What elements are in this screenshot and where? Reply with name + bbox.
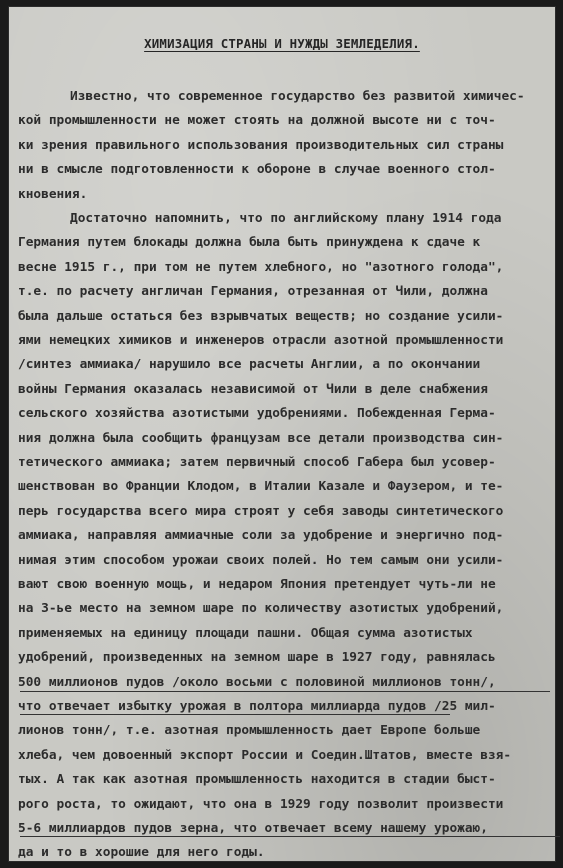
text-line: 500 миллионов пудов /около восьми с половиной миллионов тонн/, (18, 674, 496, 690)
text-line: Германия путем блокады должна была быть принуждена к сдаче к (18, 235, 481, 251)
handwritten-underline (20, 836, 560, 837)
text-line: ки зрения правильного использования производительных сил страны (18, 137, 504, 153)
document-page (8, 6, 556, 862)
handwritten-underline (20, 714, 450, 715)
text-line: кновения. (18, 186, 88, 202)
text-line: т.е. по расчету англичан Германия, отрезанная от Чили, должна (18, 284, 488, 300)
text-line: хлеба, чем довоенный экспорт России и Соедин.Штатов, вместе взя- (18, 747, 512, 763)
text-line: да и то в хорошие для него годы. (18, 845, 265, 861)
text-line: нимая этим способом урожаи своих полей. Но тем самым они усили- (18, 552, 504, 568)
text-line: кой промышленности не может стоять на должной высоте ни с точ- (18, 113, 496, 129)
text-line: применяемых на единицу площади пашни. Общая сумма азотистых (18, 625, 473, 641)
handwritten-underline (20, 691, 550, 692)
text-line: ния должна была сообщить французам все детали производства син- (18, 430, 504, 446)
text-line: Известно, что современное государство без развитой химичес- (70, 89, 525, 104)
text-line: рого роста, то ожидают, что она в 1929 году позволит произвести (18, 796, 504, 812)
text-line: перь государства всего мира строят у себя заводы синтетического (18, 503, 504, 519)
text-line: сельского хозяйства азотистыми удобрениями. Побежденная Герма- (18, 406, 496, 422)
text-line: Достаточно напомнить, что по английскому плану 1914 года (70, 211, 502, 226)
text-line: удобрений, произведенных на земном шаре в 1927 году, равнялась (18, 650, 496, 666)
text-line: ни в смысле подготовленности к обороне в случае военного стол- (18, 162, 496, 178)
text-line: что отвечает избытку урожая в полтора миллиарда пудов /25 мил- (18, 699, 496, 714)
text-line: ями немецких химиков и инженеров отрасли азотной промышленности (18, 333, 504, 348)
text-line: войны Германия оказалась независимой от Чили в деле снабжения (18, 381, 488, 397)
text-line: была дальше остаться без взрывчатых веществ; но создание усили- (18, 308, 504, 324)
text-line: тых. А так как азотная промышленность находится в стадии быст- (18, 772, 496, 788)
text-line: 5-6 миллиардов пудов зерна, что отвечает всему нашему урожаю, (18, 821, 488, 836)
text-line: /синтез аммиака/ нарушило все расчеты Англии, а по окончании (18, 357, 481, 373)
document-title: ХИМИЗАЦИЯ СТРАНЫ И НУЖДЫ ЗЕМЛЕДЕЛИЯ. (144, 36, 420, 51)
text-line: лионов тонн/, т.е. азотная промышленность дает Европе больше (18, 723, 481, 739)
text-line: аммиака, направляя аммиачные соли за удобрение и энергично под- (18, 528, 504, 544)
text-line: на 3-ье место на земном шаре по количеству азотистых удобрений, (18, 601, 504, 617)
text-line: тетического аммиака; затем первичный способ Габера был усовер- (18, 455, 496, 470)
text-line: вают свою военную мощь, и недаром Япония претендует чуть-ли не (18, 577, 496, 592)
text-line: весне 1915 г., при том не путем хлебного, но "азотного голода", (18, 259, 504, 275)
text-line: шенствован во Франции Клодом, в Италии Казале и Фаузером, и те- (18, 479, 504, 495)
